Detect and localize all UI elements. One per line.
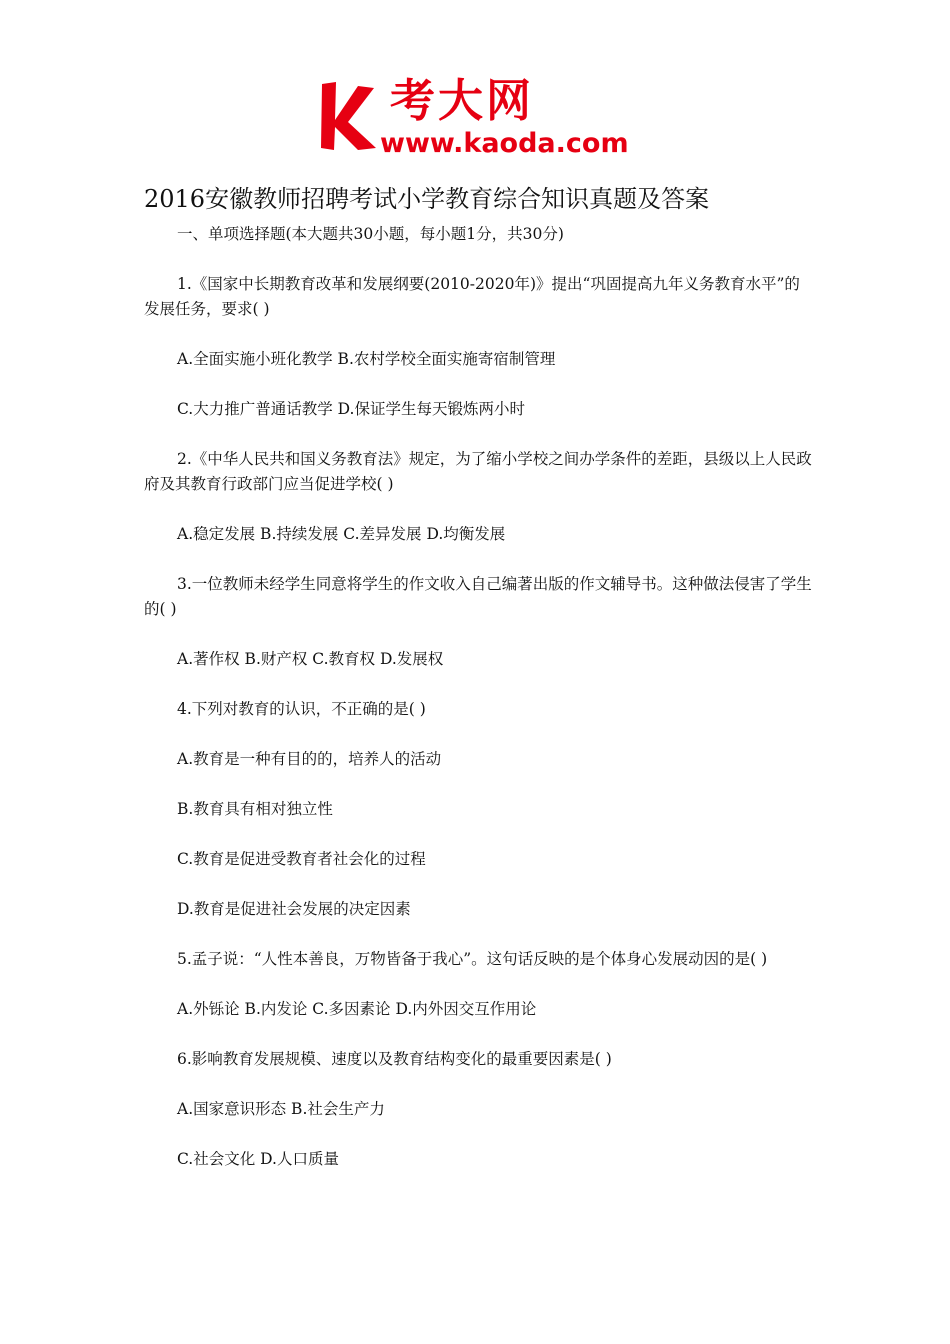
question-2: 2.《中华人民共和国义务教育法》规定，为了缩小学校之间办学条件的差距，县级以上人民政府及其教育行政部门应当促进学校( ) (144, 450, 812, 493)
question-5-options: A.外铄论 B.内发论 C.多因素论 D.内外因交互作用论 (177, 1000, 537, 1018)
question-4: 4.下列对教育的认识，不正确的是( ) (177, 700, 426, 718)
logo-url-text: www.kaoda.com (380, 128, 629, 159)
question-6-options-ab: A.国家意识形态 B.社会生产力 (177, 1100, 385, 1118)
question-6-options-cd: C.社会文化 D.人口质量 (177, 1150, 339, 1168)
question-1-options-ab: A.全面实施小班化教学 B.农村学校全面实施寄宿制管理 (177, 350, 556, 368)
question-2-options: A.稳定发展 B.持续发展 C.差异发展 D.均衡发展 (177, 525, 506, 543)
question-4-option-d: D.教育是促进社会发展的决定因素 (177, 900, 411, 918)
document-title: 2016安徽教师招聘考试小学教育综合知识真题及答案 (144, 185, 710, 213)
document-body (144, 222, 814, 1197)
question-5: 5.孟子说：“人性本善良，万物皆备于我心”。这句话反映的是个体身心发展动因的是( ) (177, 950, 768, 968)
question-4-option-b: B.教育具有相对独立性 (177, 800, 333, 818)
question-4-option-a: A.教育是一种有目的的，培养人的活动 (177, 750, 442, 768)
logo-chinese-text: 考大网 (390, 74, 535, 127)
question-3-options: A.著作权 B.财产权 C.教育权 D.发展权 (177, 650, 444, 668)
logo-k-icon (318, 80, 382, 152)
question-1: 1.《国家中长期教育改革和发展纲要(2010-2020年)》提出“巩固提高九年义务教育水平”的发展任务，要求( ) (144, 275, 800, 318)
question-4-option-c: C.教育是促进受教育者社会化的过程 (177, 850, 426, 868)
question-3: 3.一位教师未经学生同意将学生的作文收入自己编著出版的作文辅导书。这种做法侵害了学生的( ) (144, 575, 812, 618)
site-logo (318, 74, 638, 160)
question-1-options-cd: C.大力推广普通话教学 D.保证学生每天锻炼两小时 (177, 400, 525, 418)
section-heading: 一、单项选择题(本大题共30小题，每小题1分，共30分) (177, 225, 564, 243)
question-6: 6.影响教育发展规模、速度以及教育结构变化的最重要因素是( ) (177, 1050, 612, 1068)
